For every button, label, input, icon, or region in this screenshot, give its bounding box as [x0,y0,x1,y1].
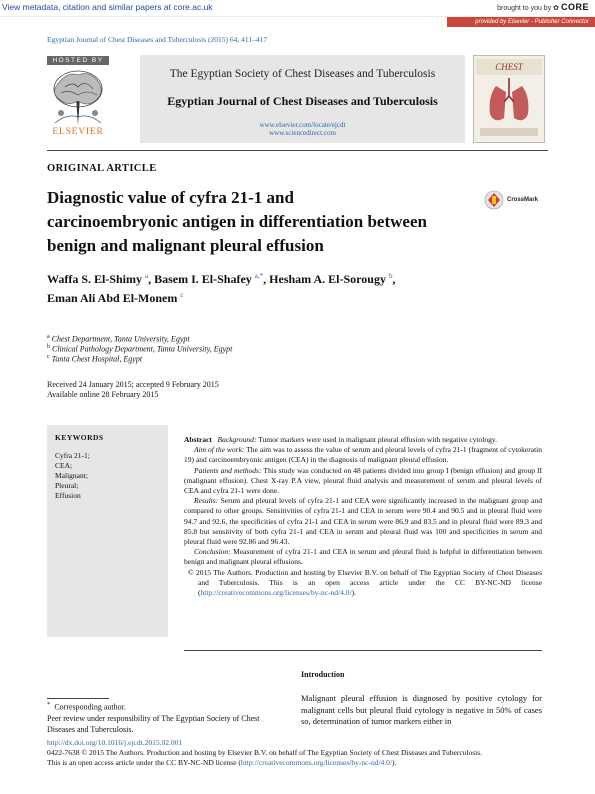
provided-by-banner: provided by Elsevier - Publisher Connector [447,17,595,27]
journal-title: Egyptian Journal of Chest Diseases and Tuberculosis [167,94,438,108]
abstract [184,435,542,598]
received-dates: Received 24 January 2015; accepted 9 February 2015 [47,380,219,389]
journal-url-sciencedirect[interactable]: www.sciencedirect.com [269,129,336,137]
available-online-date: Available online 28 February 2015 [47,390,159,399]
hosted-by-label: HOSTED BY [47,56,109,65]
abstract-conclusion: Conclusion: Measurement of cyfra 21-1 and CEA in serum and pleural fluid is helpful in differentiation between benign and malignant pleural effusions. [184,547,542,567]
doi-link[interactable]: http://dx.doi.org/10.1016/j.ejcdt.2015.02.001 [47,738,183,747]
license-link[interactable]: http://creativecommons.org/licenses/by-nc-nd/4.0/ [200,588,352,598]
keyword-item: Pleural; [55,481,79,490]
author-affiliation-link[interactable]: a,* [254,272,264,280]
keyword-item: Malignant; [55,471,88,480]
crossmark-label: CrossMark [507,197,539,203]
peer-review-note: Peer review under responsibility of The Egyptian Society of Chest Diseases and Tuberculosis. [47,714,260,734]
crossmark-icon [484,190,506,210]
keyword-item: Cyfra 21-1; [55,451,90,460]
abstract-license: © 2015 The Authors. Production and hosting by Elsevier B.V. on behalf of The Egyptian Society of Chest Diseases and Tuberculosis. This is an open access article under the CC BY-NC-ND license (http://creativecommons.org/licenses/by-nc-nd/4.0/). [188,567,542,598]
author-affiliation-link[interactable]: b [388,272,393,280]
journal-cover-image [473,55,545,143]
cover-title: CHEST [495,62,523,72]
article-title-line-2: carcinoembryonic antigen in differentiation between [47,212,427,231]
abstract-aim: Aim of the work: The aim was to assess the value of serum and pleural levels of cyfra 21-1 (fragment of cytokeratin 19) and carcinoembryonic antigen (CEA) in the diagnosis of malignant pleural effusion. [184,445,543,465]
society-name: The Egyptian Society of Chest Diseases and Tuberculosis [169,68,436,80]
keyword-item: CEA; [55,461,73,470]
affiliation-c: $^c$ Tanta Chest Hospital, Egypt [47,354,143,364]
affiliation-a: $^a$ Chest Department, Tanta University, Egypt [47,334,190,344]
header-divider [47,150,548,151]
journal-url-elsevier[interactable]: www.elsevier.com/locate/ejcdt [259,121,346,129]
authors-line-2 [47,291,183,306]
footnote-divider [47,698,109,699]
copyright-line: 0422-7638 © 2015 The Authors. Production and hosting by Elsevier B.V. on behalf of The Egyptian Society of Chest Diseases and Tuberculosis. [47,748,483,757]
article-type: ORIGINAL ARTICLE [47,163,157,174]
abstract-methods: Patients and methods: This study was conducted on 48 patients divided into group I (benign effusion) and group II (malignant effusion). Chest X-ray P.A view, pleural fluid analysis and measurement of serum and pleural levels of CEA and cyfra 21-1 were done. [184,465,543,496]
footer-license-link[interactable]: http://creativecommons.org/licenses/by-nc-nd/4.0/ [240,758,392,767]
keywords-heading: KEYWORDS [55,433,104,442]
core-brand-name: CORE [560,2,589,12]
author-affiliation-link[interactable]: a [145,272,149,280]
elsevier-wordmark: ELSEVIER [52,127,104,137]
authors-line-1: Waffa S. El-Shimy $^a$, Basem I. El-Shafey $^{a,*}$, Hesham A. El-Sorougy $^b$, [47,272,396,286]
author-affiliation-link[interactable]: c [180,291,184,299]
core-logo-icon: ✿ [553,5,560,12]
keyword-item: Effusion [55,491,81,500]
article-title-line-1: Diagnostic value of cyfra 21-1 and [47,188,294,207]
author-name: Hesham A. El-Sorougy [269,272,386,286]
author-name: Eman Ali Abd El-Monem [47,291,178,305]
author-name: Basem I. El-Shafey [154,272,252,286]
abstract-divider [184,650,542,651]
introduction-heading: Introduction [301,670,345,679]
core-brand[interactable] [497,2,589,12]
abstract-results: Results: Serum and pleural levels of cyfra 21-1 and CEA were significantly increased in the malignant group and compared to other groups. Sensitivities of cyfra 21-1 and CEA in serum were 90.4 and 90.5 and in pleural fluid were 94.7 and 92.6, the specificities of cyfra 21-1 and CEA in serum were 86.9 and 83.5 and in pleural fluid were 89.3 and 85.8 but sensitivity of both cyfra 21-1 and CEA in serum and pleural fluid was 100 and specificities in serum and pleural fluid were 92.86 and 96.43. [184,496,542,547]
abstract-background: Abstract Background: Tumor markers were used in malignant pleural effusion with negative cytology. [184,435,498,444]
core-metadata-link[interactable]: View metadata, citation and similar papers at core.ac.uk [2,2,213,12]
affiliation-b: $^b$ Clinical Pathology Department, Tanta University, Egypt [47,344,233,354]
journal-reference[interactable]: Egyptian Journal of Chest Diseases and Tuberculosis (2015) 64, 411–417 [47,35,268,44]
corresponding-author-note: * Corresponding author. [47,701,126,712]
article-title-line-3: benign and malignant pleural effusion [47,236,324,255]
author-name: Waffa S. El-Shimy [47,272,143,286]
introduction-text: Malignant pleural effusion is diagnosed by positive cytology for malignant cells but pleural fluid cytology is negative in 50% of cases so, determination of tumor markers either in [301,693,542,726]
brought-by-label: brought to you by [497,5,552,12]
license-line: This is an open access article under the CC BY-NC-ND license (http://creativecommons.org/licenses/by-nc-nd/4.0/). [47,758,397,767]
